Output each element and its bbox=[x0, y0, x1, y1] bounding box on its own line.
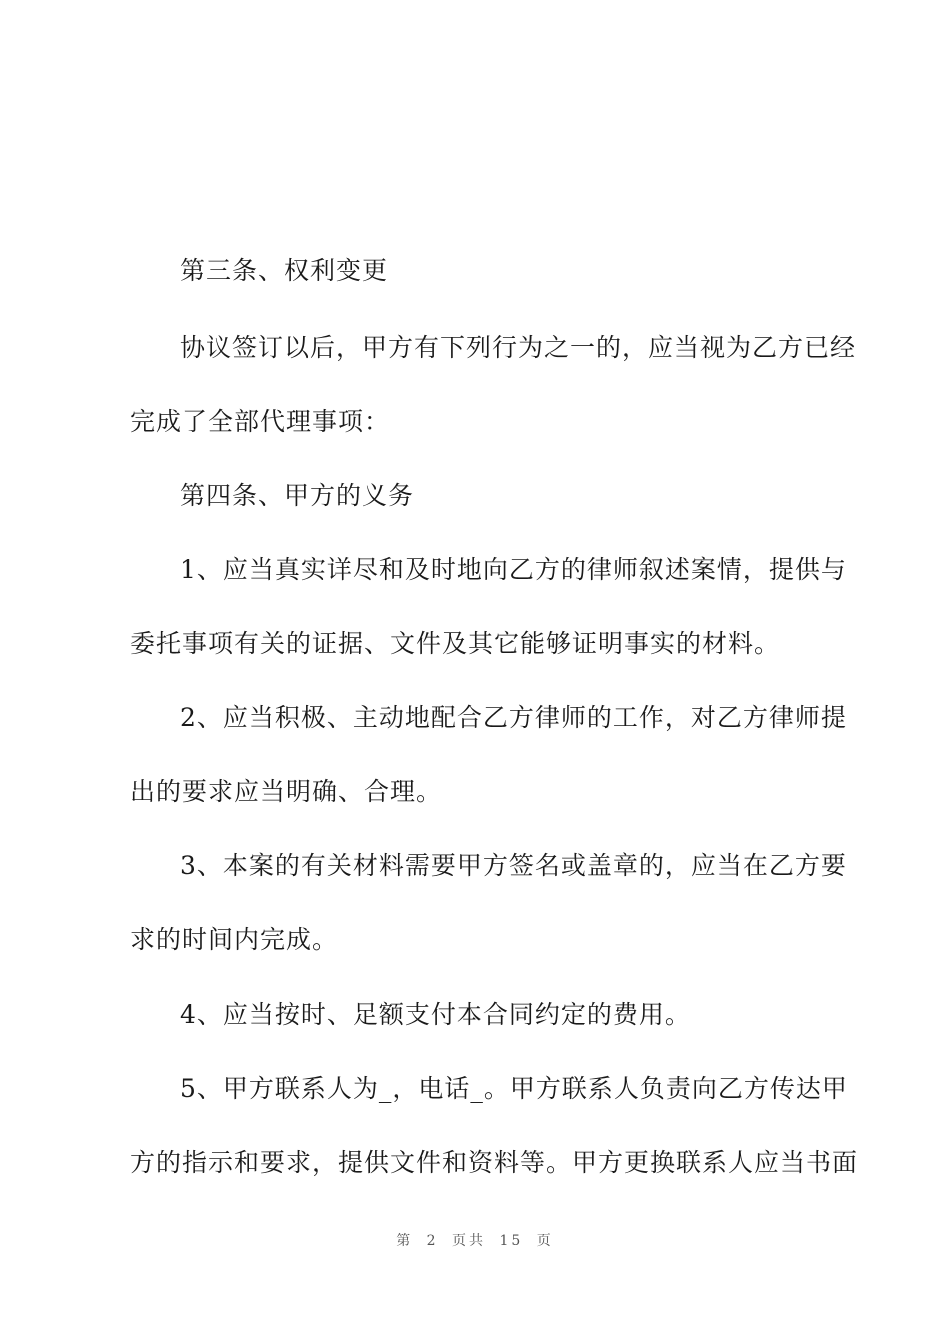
paragraph-line: 方的指示和要求，提供文件和资料等。甲方更换联系人应当书面 bbox=[130, 1148, 859, 1177]
paragraph-line: 出的要求应当明确、合理。 bbox=[130, 777, 443, 806]
paragraph-line: 1、应当真实详尽和及时地向乙方的律师叙述案情，提供与 bbox=[180, 555, 847, 584]
page-number-footer: 第 2 页共 15 页 bbox=[396, 1233, 554, 1249]
paragraph-line: 5、甲方联系人为_，电话_。甲方联系人负责向乙方传达甲 bbox=[180, 1074, 848, 1103]
paragraph-line: 4、应当按时、足额支付本合同约定的费用。 bbox=[180, 1000, 691, 1029]
paragraph-line: 完成了全部代理事项： bbox=[130, 407, 391, 436]
paragraph-line: 协议签订以后，甲方有下列行为之一的，应当视为乙方已经 bbox=[180, 333, 857, 362]
paragraph-line: 3、本案的有关材料需要甲方签名或盖章的，应当在乙方要 bbox=[180, 851, 847, 880]
paragraph-line: 委托事项有关的证据、文件及其它能够证明事实的材料。 bbox=[130, 629, 781, 658]
paragraph-line: 2、应当积极、主动地配合乙方律师的工作，对乙方律师提 bbox=[180, 703, 847, 732]
paragraph-line: 求的时间内完成。 bbox=[130, 925, 339, 954]
section-heading-4: 第四条、甲方的义务 bbox=[180, 481, 415, 510]
section-heading-3: 第三条、权利变更 bbox=[180, 256, 389, 285]
